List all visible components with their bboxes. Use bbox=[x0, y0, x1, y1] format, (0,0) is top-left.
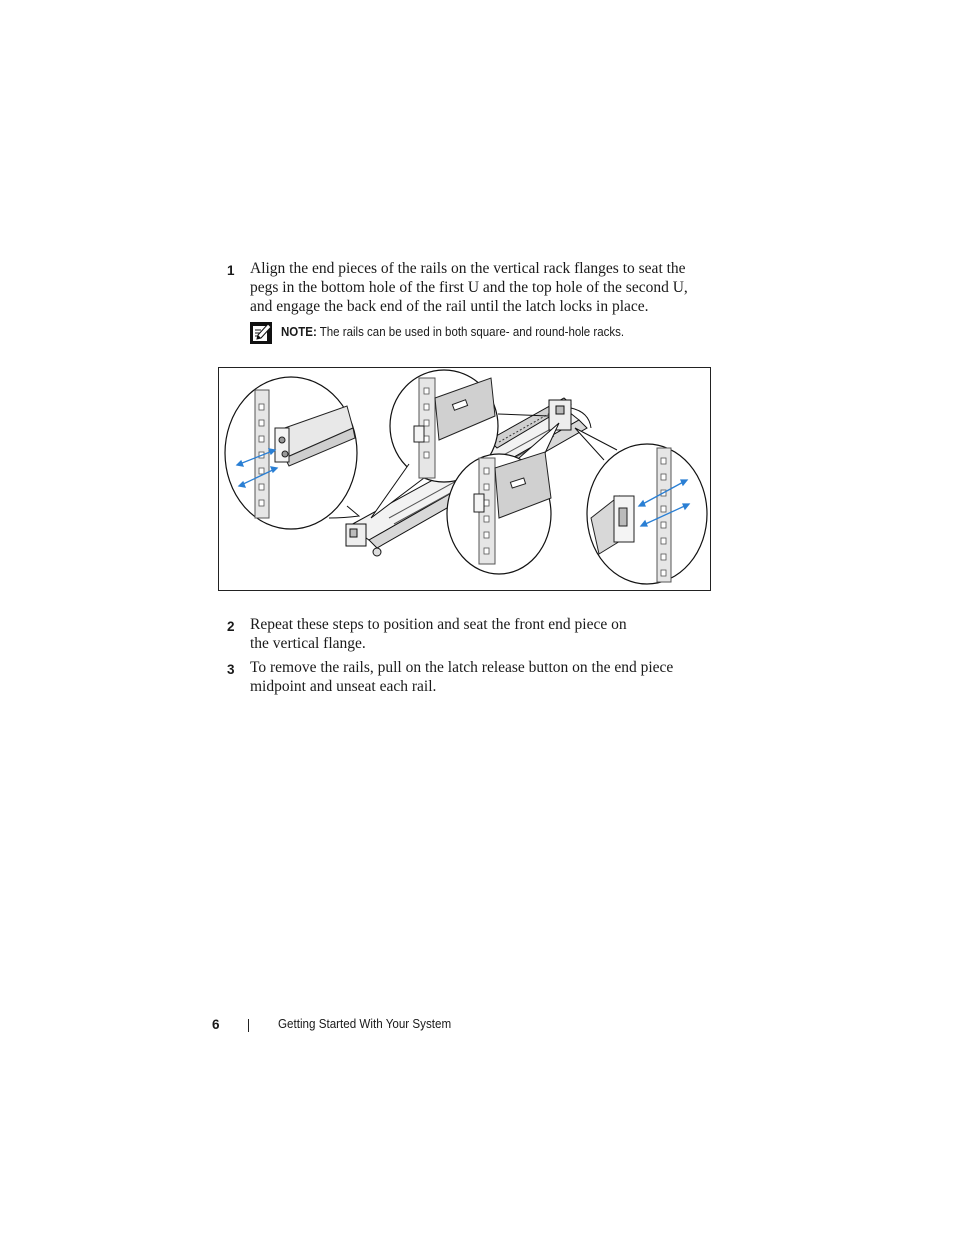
step-text-line: Align the end pieces of the rails on the vertical rack flanges to seat the bbox=[250, 260, 686, 277]
page-number: 6 bbox=[212, 1017, 220, 1032]
rail-installation-figure bbox=[218, 367, 711, 591]
pencil-note-icon bbox=[250, 322, 272, 344]
step-number: 2 bbox=[227, 619, 235, 634]
page-footer bbox=[0, 1016, 954, 1036]
step-text-line: Repeat these steps to position and seat the front end piece on bbox=[250, 616, 627, 633]
step-text bbox=[250, 259, 710, 316]
step-number: 1 bbox=[227, 263, 235, 278]
step-3 bbox=[227, 658, 707, 698]
rail-installation-diagram bbox=[219, 368, 710, 590]
step-text-line: the vertical flange. bbox=[250, 635, 366, 652]
note-label: NOTE: bbox=[281, 325, 317, 339]
step-text bbox=[250, 615, 710, 653]
step-text bbox=[250, 658, 710, 696]
step-text-line: pegs in the bottom hole of the first U and the top hole of the second U, bbox=[250, 279, 688, 296]
step-1 bbox=[227, 259, 707, 319]
note-body: The rails can be used in both square- and round-hole racks. bbox=[316, 325, 625, 339]
footer-title: Getting Started With Your System bbox=[278, 1017, 452, 1031]
footer-divider bbox=[248, 1019, 249, 1032]
detail-view-right bbox=[575, 428, 707, 584]
step-2 bbox=[227, 615, 707, 655]
step-text-line: and engage the back end of the rail until the latch locks in place. bbox=[250, 298, 649, 315]
detail-view-left bbox=[221, 376, 359, 546]
step-text-line: midpoint and unseat each rail. bbox=[250, 678, 437, 695]
note-callout bbox=[250, 322, 720, 344]
step-text-line: To remove the rails, pull on the latch release button on the end piece bbox=[250, 659, 674, 676]
step-number: 3 bbox=[227, 662, 235, 677]
note-text bbox=[281, 325, 624, 339]
